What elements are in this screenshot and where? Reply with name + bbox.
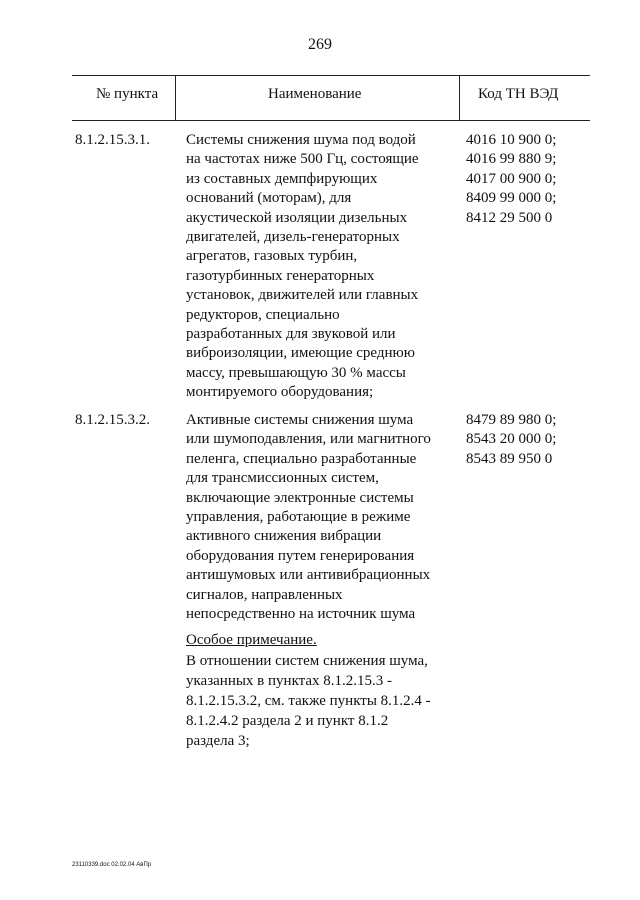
name-line: управления, работающие в режиме xyxy=(186,509,411,526)
name-line: или шумоподавления, или магнитного xyxy=(186,431,431,448)
name-line: виброизоляции, имеющие среднюю xyxy=(186,345,415,362)
name-line: сигналов, направленных xyxy=(186,586,343,603)
name-line: оборудования путем генерирования xyxy=(186,547,415,564)
note-line: В отношении систем снижения шума, xyxy=(186,653,428,669)
code-line: 4016 10 900 0; xyxy=(466,132,557,148)
name-line: редукторов, специально xyxy=(186,306,340,323)
code-line: 8412 29 500 0 xyxy=(466,209,553,226)
name-line: на частотах ниже 500 Гц, состоящие xyxy=(186,151,419,168)
row-number: 8.1.2.15.3.1. xyxy=(75,132,150,148)
header-bottom-rule xyxy=(72,120,590,121)
name-line: установок, движителей или главных xyxy=(186,287,419,304)
name-line: агрегатов, газовых турбин, xyxy=(186,248,358,265)
header-num-label: № пункта xyxy=(96,86,159,102)
name-line: антишумовых или антивибрационных xyxy=(186,567,431,584)
name-line: массу, превышающую 30 % массы xyxy=(186,364,406,381)
row-name xyxy=(186,131,466,403)
code-line: 8543 89 950 0 xyxy=(466,450,553,467)
row-codes xyxy=(466,131,596,228)
note-line: 8.1.2.15.3.2, см. также пункты 8.1.2.4 - xyxy=(186,693,431,709)
note-line: 8.1.2.4.2 раздела 2 и пункт 8.1.2 xyxy=(186,713,389,729)
name-line: двигателей, дизель-генераторных xyxy=(186,229,400,246)
code-line: 8409 99 000 0; xyxy=(466,190,557,207)
name-line: из составных демпфирующих xyxy=(186,170,378,187)
code-line: 8479 89 980 0; xyxy=(466,412,557,428)
code-line: 4016 99 880 9; xyxy=(466,151,557,168)
row-name xyxy=(186,411,466,624)
page-number: 269 xyxy=(308,36,332,53)
name-line: оснований (моторам), для xyxy=(186,190,352,207)
header-top-rule xyxy=(72,75,590,76)
name-line: Активные системы снижения шума xyxy=(186,412,414,428)
code-line: 8543 20 000 0; xyxy=(466,431,557,448)
name-line: газотурбинных генераторных xyxy=(186,267,375,284)
note-line: указанных в пунктах 8.1.2.15.3 - xyxy=(186,673,393,689)
name-line: Системы снижения шума под водой xyxy=(186,132,416,148)
header-divider-1 xyxy=(175,75,176,121)
name-line: пеленга, специально разработанные xyxy=(186,450,417,467)
footer-file-info: 23110339.doc 02.02.04 АвПр xyxy=(72,862,152,868)
note-text xyxy=(186,651,431,751)
name-line: активного снижения вибрации xyxy=(186,528,382,545)
name-line: разработанных для звуковой или xyxy=(186,326,396,343)
name-line: акустической изоляции дизельных xyxy=(186,209,408,226)
note-line: раздела 3; xyxy=(186,733,250,749)
header-divider-2 xyxy=(459,75,460,121)
header-code-label: Код ТН ВЭД xyxy=(478,86,559,102)
code-line: 4017 00 900 0; xyxy=(466,170,557,187)
header-name-label: Наименование xyxy=(268,86,362,102)
row-number: 8.1.2.15.3.2. xyxy=(75,412,150,428)
name-line: включающие электронные системы xyxy=(186,489,414,506)
row-codes xyxy=(466,411,596,469)
name-line: непосредственно на источник шума xyxy=(186,606,416,623)
name-line: монтируемого оборудования; xyxy=(186,384,374,401)
name-line: для трансмиссионных систем, xyxy=(186,470,379,487)
note-title: Особое примечание. xyxy=(186,632,317,648)
